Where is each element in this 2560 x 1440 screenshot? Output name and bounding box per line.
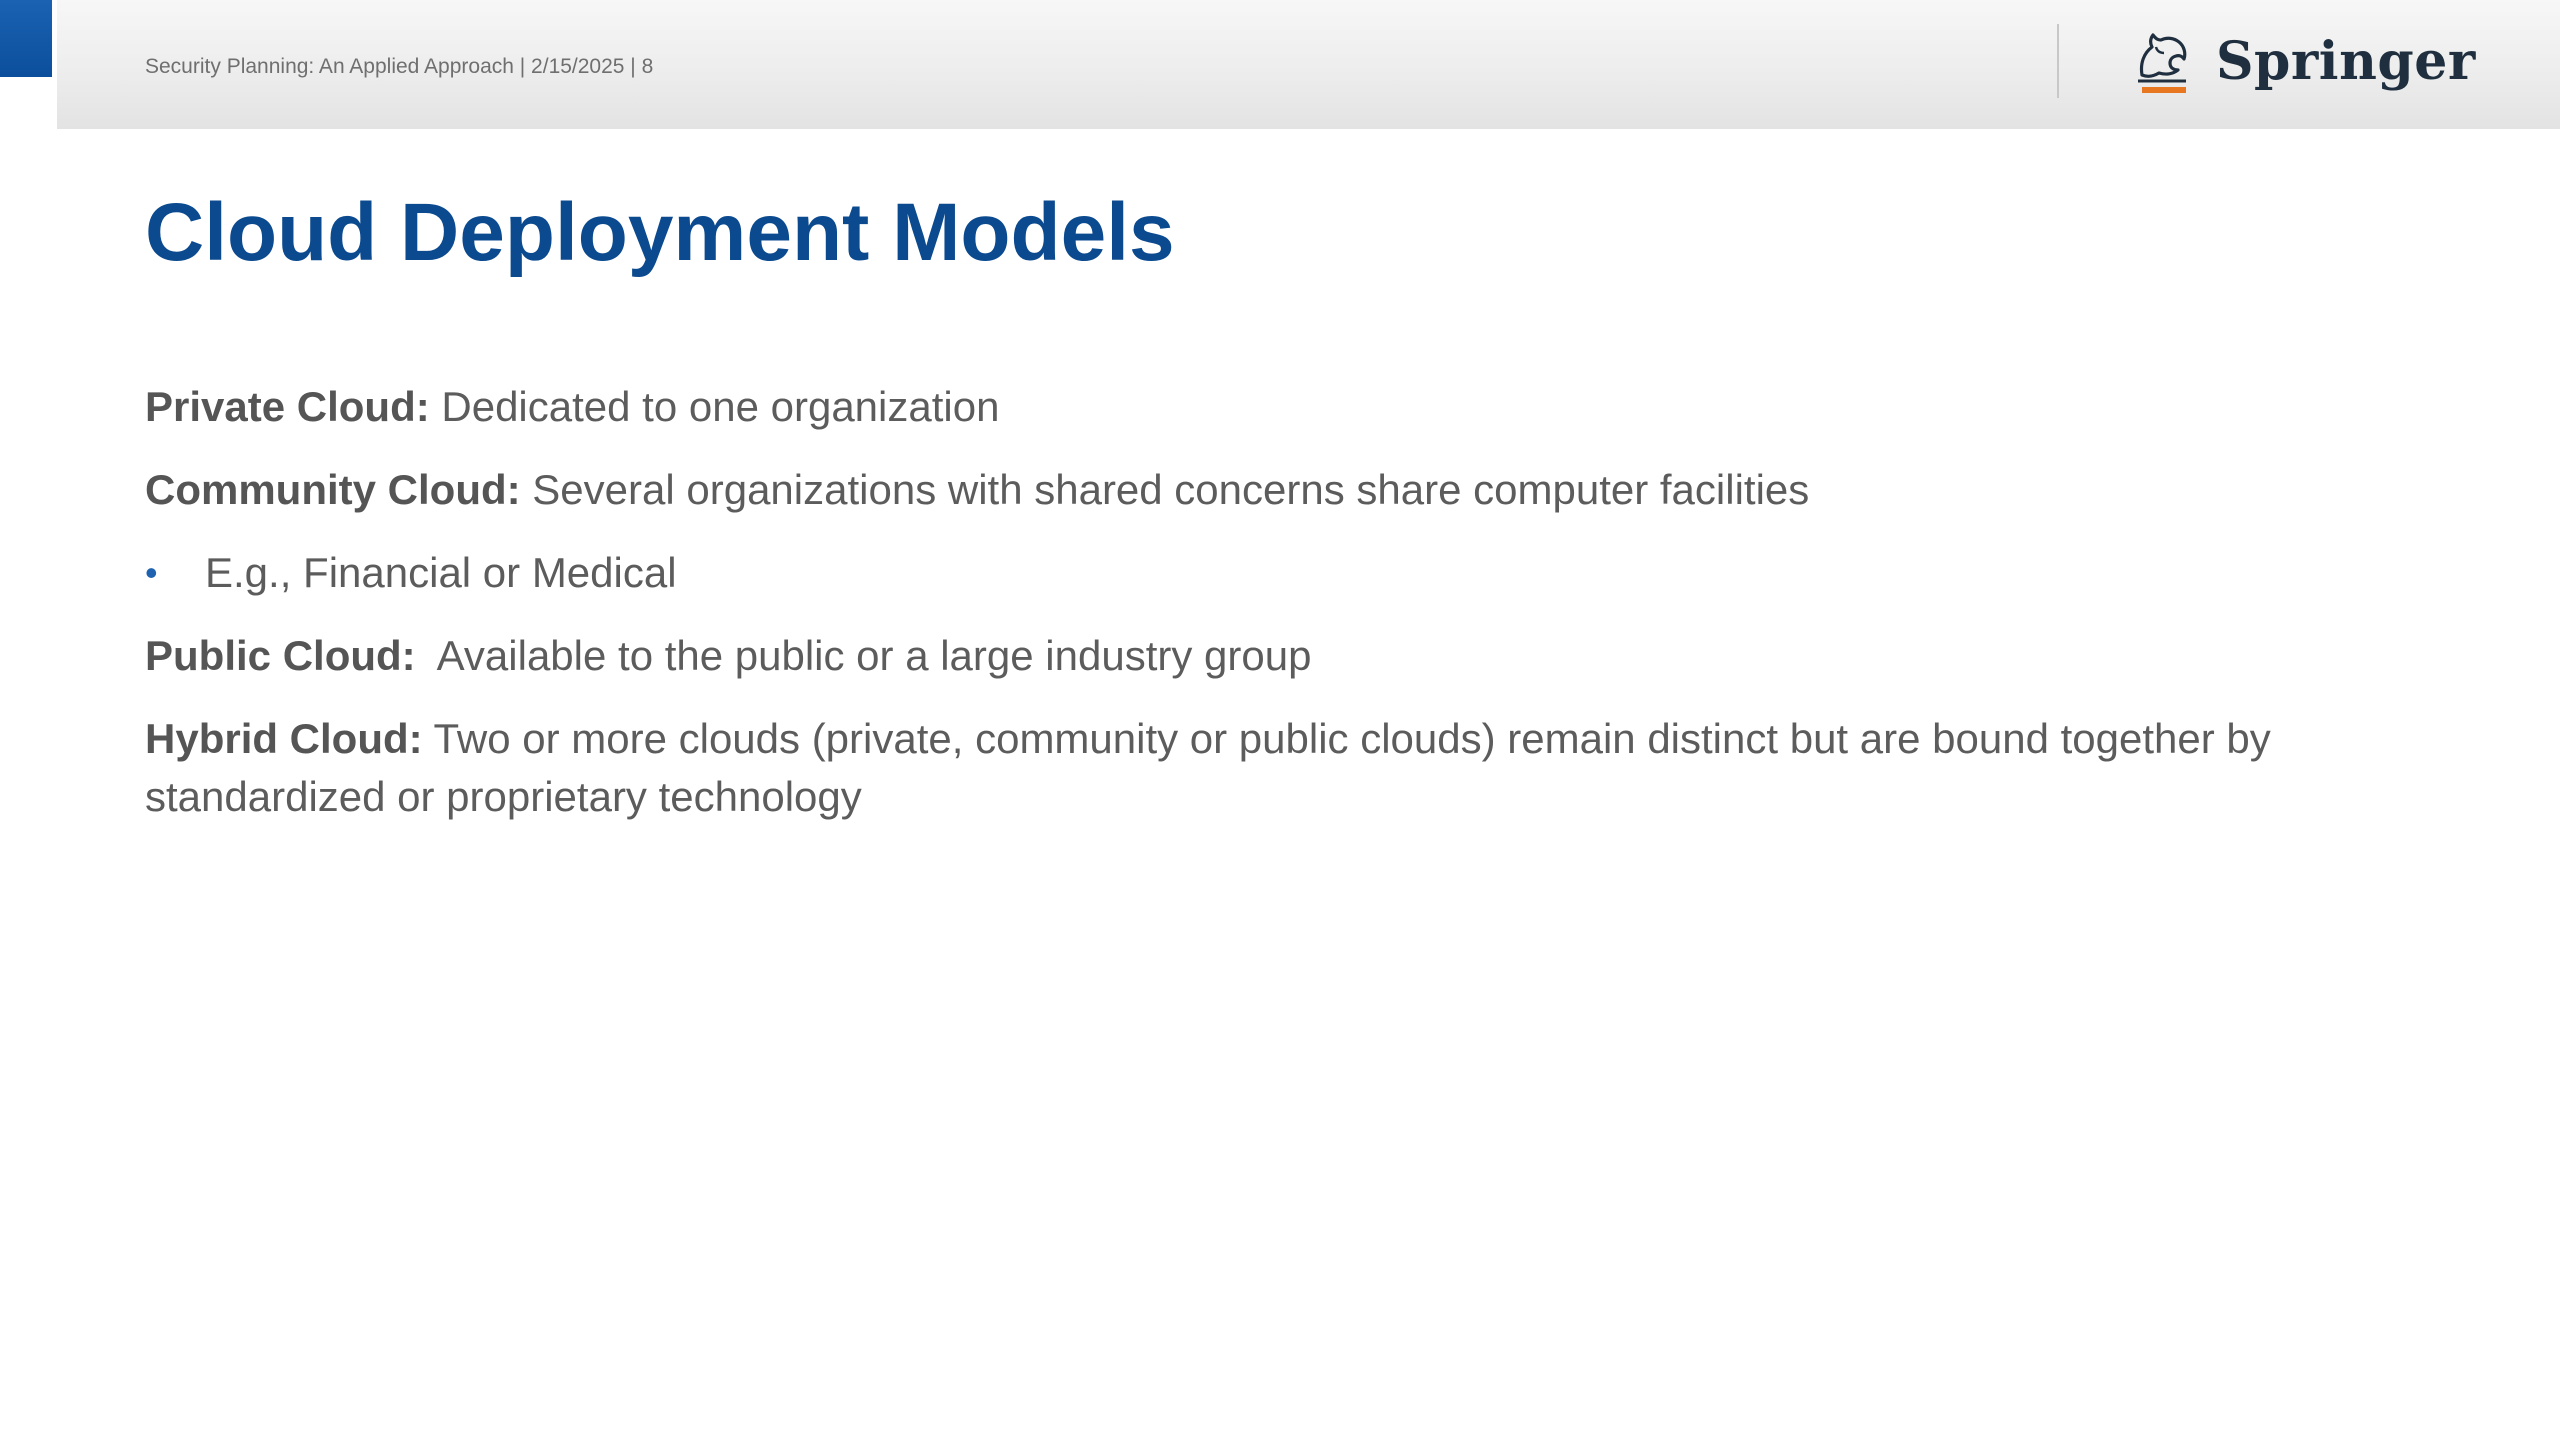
slide-body (145, 378, 2415, 851)
definition-text: Two or more clouds (private, community or public clouds) remain distinct but are bound together by standardized or proprietary technology (145, 715, 2271, 820)
definition-public-cloud (145, 627, 2415, 685)
corner-accent-block (0, 0, 52, 77)
springer-wordmark: Springer (2216, 30, 2476, 92)
slide-footer-info: Security Planning: An Applied Approach | 2/15/2025 | 8 (145, 55, 654, 78)
springer-horse-icon (2126, 25, 2198, 97)
definition-text: Available to the public or a large industry group (415, 632, 1312, 679)
definition-text: Dedicated to one organization (429, 383, 1000, 430)
term-label: Public Cloud: (145, 632, 416, 679)
header-divider (2057, 24, 2059, 98)
term-label: Private Cloud: (145, 383, 430, 430)
definition-text: Several organizations with shared concerns share computer facilities (520, 466, 1810, 513)
definition-community-cloud (145, 461, 2415, 519)
term-label: Hybrid Cloud: (145, 715, 423, 762)
bullet-text: E.g., Financial or Medical (205, 549, 677, 596)
term-label: Community Cloud: (145, 466, 521, 513)
bullet-item (145, 544, 2415, 602)
springer-logo (2126, 22, 2476, 100)
definition-private-cloud (145, 378, 2415, 436)
definition-hybrid-cloud (145, 710, 2415, 826)
bullet-dot-icon: • (145, 552, 158, 593)
slide-title: Cloud Deployment Models (145, 187, 1175, 278)
